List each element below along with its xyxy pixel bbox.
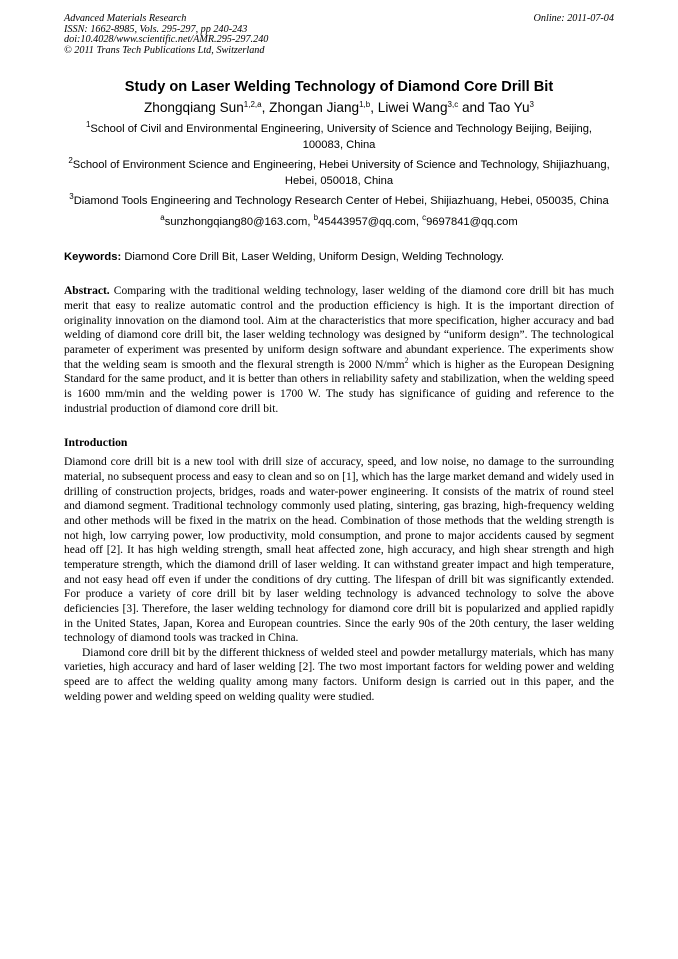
doi-line: doi:10.4028/www.scientific.net/AMR.295-297.240	[64, 34, 269, 46]
author: Tao Yu$^3$	[488, 100, 534, 116]
author: Zhongan Jiang$^{1,b}$,	[269, 100, 378, 116]
affiliation: $^2$School of Environment Science and Engineering, Hebei University of Science and Technology, Shijiazhuang, Hebei, 050018, China	[68, 156, 610, 187]
keywords-label: Keywords:	[64, 251, 122, 264]
author: Zhongqiang Sun$^{1,2,a}$,	[144, 100, 270, 116]
author: Liwei Wang$^{3,c}$ and	[377, 100, 489, 116]
email: $^c$9697841@qq.com	[422, 212, 518, 228]
section-heading-introduction: Introduction	[64, 436, 128, 450]
email: $^a$sunzhongqiang80@163.com,	[160, 212, 314, 228]
author-list	[64, 99, 614, 117]
keywords	[64, 250, 614, 265]
paper-page	[64, 14, 614, 704]
online-date: Online: 2011-07-04	[533, 13, 614, 24]
journal-name: Advanced Materials Research	[64, 13, 187, 24]
body-paragraph: Diamond core drill bit is a new tool with drill size of accuracy, speed, and low noise, no damage to the surrounding material, no subsequent process and easy to clean and so on [1], which has the large market demand and widely used in drilling of construction projects, bridges, roads and water-power engineering. It consists of the matrix of round steel and diamond segment. Traditional technology commonly used plating, sintering, gas brazing, high-frequency welding and other methods will be fixed in the matrix on the head. Combination of those methods that the welding strength is not high, low carrying power, low productivity, mold consumption, and prone to major accidents caused by segment head off [2]. It has high welding strength, small heat affected zone, high accuracy, and high shear strength and high temperature strength, which the diamond drill of laser welding. It can withstand greater impact and high temperature, and not easy head off even if under the conditions of dry cutting. The lifespan of drill bit was significantly extended. For produce a variety of core drill bit by laser welding technology is advanced technology to solve the above deficiencies [3]. Therefore, the laser welding technology for diamond core drill bit is popularized and applied rapidly in the United States, Japan, Korea and European countries. Since the early 90s of the 20th century, the laser welding technology of diamond tools was tracked in China.	[64, 456, 614, 645]
abstract: Abstract. Comparing with the traditional welding technology, laser welding of the diamond core drill bit has much merit that easy to realize automatic control and the production efficiency is high. It is the important direction of originality innovation on the diamond tool. Aim at the characteristics that more specification, higher accuracy and bad welding of diamond core drill bit, the laser welding technology was designed by “uniform design”. The technological parameter of experiment was presented by uniform design software and abundant experience. The experiments show that the welding seam is smooth and the flexural strength is 2000 $N/mm^2$ which is higher as the European Designing Standard for the same product, and it is better than others in reliability safety and stabilization, when the welding speed is 1600 mm/min and the welding power is 1700 W. The study has significance of guiding and reference to the industrial production of diamond core drill bit.	[64, 285, 614, 415]
journal-header	[64, 14, 614, 56]
issn-line: ISSN: 1662-8985, Vols. 295-297, pp 240-243	[64, 23, 248, 35]
email: $^b$45443957@qq.com,	[313, 212, 423, 228]
affiliation: $^1$School of Civil and Environmental Engineering, University of Science and Technology Beijing, Beijing, 100083, China	[85, 120, 593, 151]
paper-title: Study on Laser Welding Technology of Diamond Core Drill Bit	[124, 79, 554, 96]
abstract-label: Abstract.	[64, 285, 110, 298]
affiliation: $^3$Diamond Tools Engineering and Technology Research Center of Hebei, Shijiazhuang, Hebei, 050035, China	[69, 192, 609, 208]
copyright-line: © 2011 Trans Tech Publications Ltd, Switzerland	[64, 44, 265, 56]
keywords-text: Diamond Core Drill Bit, Laser Welding, Uniform Design, Welding Technology.	[124, 251, 505, 264]
email-list	[64, 212, 614, 231]
body-paragraph: Diamond core drill bit by the different thickness of welded steel and powder metallurgy materials, which has many varieties, high accuracy and hard of laser welding [2]. The two most important factors for welding power and welding speed are to affect the welding quality among many factors. Uniform design is carried out in this paper, and the welding power and welding speed on welding quality were studied.	[64, 646, 614, 703]
